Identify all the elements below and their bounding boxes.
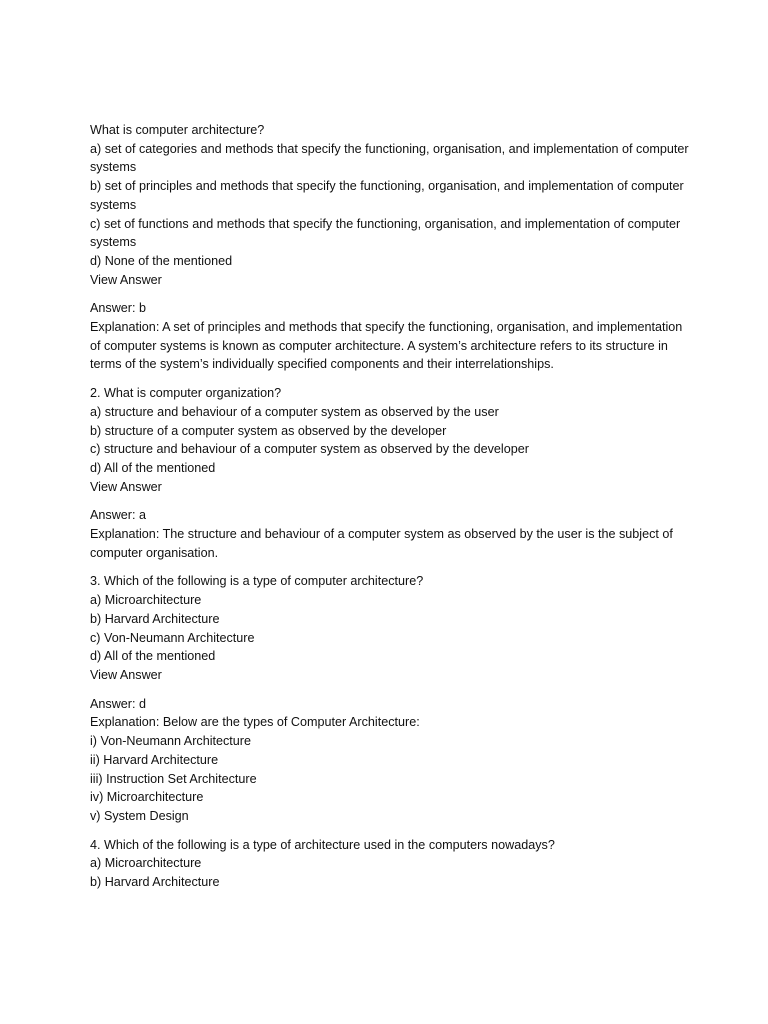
option-a: a) Microarchitecture [90,856,202,871]
answer-text: Answer: d [90,696,146,711]
option-b: b) set of principles and methods that specify the functioning, organisation, and implementation of computer systems [90,179,684,212]
question-block-1 [90,121,690,289]
question-block-2 [90,384,690,496]
option-a: a) structure and behaviour of a computer system as observed by the user [90,404,499,419]
question-text: What is computer architecture? [90,123,265,137]
answer-block-1 [90,299,690,374]
explanation-text: Explanation: Below are the types of Computer Architecture: [90,715,420,730]
answer-text: Answer: a [90,508,146,523]
question-text: 2. What is computer organization? [90,386,282,401]
architecture-type-item: iii) Instruction Set Architecture [90,771,257,786]
question-text: 4. Which of the following is a type of architecture used in the computers nowadays? [90,837,555,852]
architecture-type-item: v) System Design [90,808,189,823]
question-block-4 [90,836,690,892]
view-answer-link[interactable]: View Answer [90,479,162,494]
option-a: a) set of categories and methods that specify the functioning, organisation, and implementation of computer systems [90,141,689,175]
option-c: c) structure and behaviour of a computer system as observed by the developer [90,442,529,457]
view-answer-link[interactable]: View Answer [90,272,162,287]
option-c: c) Von-Neumann Architecture [90,630,255,645]
option-a: a) Microarchitecture [90,593,202,608]
architecture-type-item: i) Von-Neumann Architecture [90,734,252,749]
answer-text: Answer: b [90,301,146,316]
option-b: b) Harvard Architecture [90,875,220,890]
explanation-text: Explanation: The structure and behaviour of a computer system as observed by the user is the subject of computer organisation. [90,527,673,560]
option-d: d) All of the mentioned [90,649,216,664]
view-answer-link[interactable]: View Answer [90,667,162,682]
document-page [90,121,690,902]
option-d: d) None of the mentioned [90,253,233,268]
answer-block-2 [90,506,690,562]
option-b: b) structure of a computer system as observed by the developer [90,423,447,438]
option-d: d) All of the mentioned [90,460,216,475]
explanation-text: Explanation: A set of principles and methods that specify the functioning, organisation, and implementation of computer systems is known as computer architecture. A system’s architecture refers to its structure in terms of the system’s individually specified components and their interrelationships. [90,320,683,372]
option-c: c) set of functions and methods that specify the functioning, organisation, and implementation of computer systems [90,216,681,250]
answer-block-3 [90,695,690,826]
architecture-type-item: iv) Microarchitecture [90,790,204,805]
question-text: 3. Which of the following is a type of computer architecture? [90,574,424,589]
question-block-3 [90,572,690,684]
architecture-type-item: ii) Harvard Architecture [90,752,219,767]
option-b: b) Harvard Architecture [90,611,220,626]
